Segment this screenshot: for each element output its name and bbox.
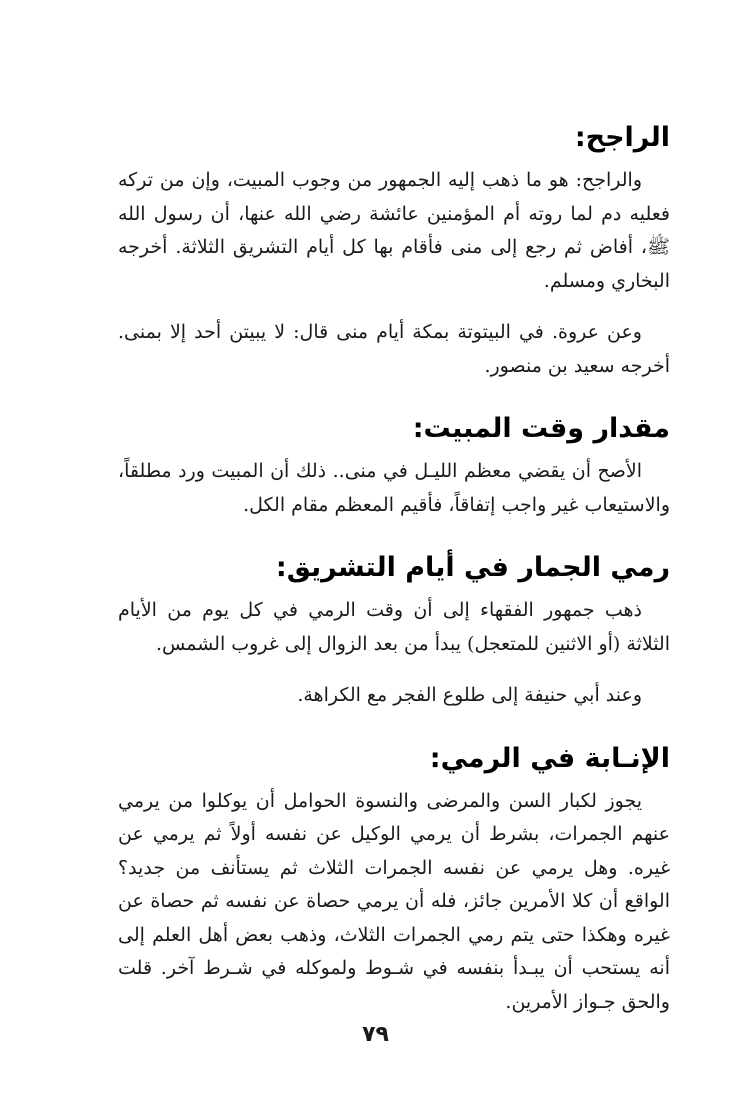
section-stoning-tashreeq xyxy=(118,548,670,713)
paragraph: والراجح: هو ما ذهب إليه الجمهور من وجوب المبيت، وإن من تركه فعليه دم لما روته أم المؤمنين عائشة رضي الله عنها، أن رسول الله ﷺ، أفاض ثم رجع إلى منى فأقام بها كل أيام التشريق الثلاثة. أخرجه البخاري ومسلم. xyxy=(118,169,670,292)
page-number: ٧٩ xyxy=(362,1022,389,1047)
section-overnight-duration xyxy=(118,409,670,522)
paragraph: الأصح أن يقضي معظم الليـل في منى.. ذلك أن المبيت ورد مطلقاً، والاستيعاب غير واجب إتفاقاً، فأقيم المعظم مقام الكل. xyxy=(118,460,670,516)
paragraph: يجوز لكبار السن والمرضى والنسوة الحوامل أن يوكلوا من يرمي عنهم الجمرات، بشرط أن يرمي الوكيل عن نفسه أولاً ثم يرمي عن غيره. وهل يرمي عن نفسه الجمرات الثلاث ثم يستأنف من جديد؟ الواقع أن كلا الأمرين جائز، فله أن يرمي حصاة عن نفسه ثم حصاة عن غيره وهكذا حتى يتم رمي الجمرات الثلاث، وذهب بعض أهل العلم إلى أنه يستحب أن يبـدأ بنفسه في شـوط ولموكله في شـرط آخر. قلت والحق جـواز الأمرين. xyxy=(118,789,670,1013)
section-title: مقدار وقت المبيت: xyxy=(412,413,670,444)
paragraph: وعن عروة. في البيتوتة بمكة أيام منى قال: لا يبيتن أحد إلا بمنى. أخرجه سعيد بن منصور. xyxy=(118,321,670,377)
section-title: رمي الجمار في أيام التشريق: xyxy=(275,552,670,583)
section-title: الراجح: xyxy=(574,122,670,153)
book-page xyxy=(118,118,670,1078)
section-title: الإنـابة في الرمي: xyxy=(429,742,670,774)
section-stoning-proxy xyxy=(118,739,670,1020)
paragraph: ذهب جمهور الفقهاء إلى أن وقت الرمي في كل يوم من الأيام الثلاثة (أو الاثنين للمتعجل) يبدأ من بعد الزوال إلى غروب الشمس. xyxy=(118,599,670,655)
section-preferred-opinion xyxy=(118,118,670,383)
paragraph: وعند أبي حنيفة إلى طلوع الفجر مع الكراهة. xyxy=(297,684,642,706)
